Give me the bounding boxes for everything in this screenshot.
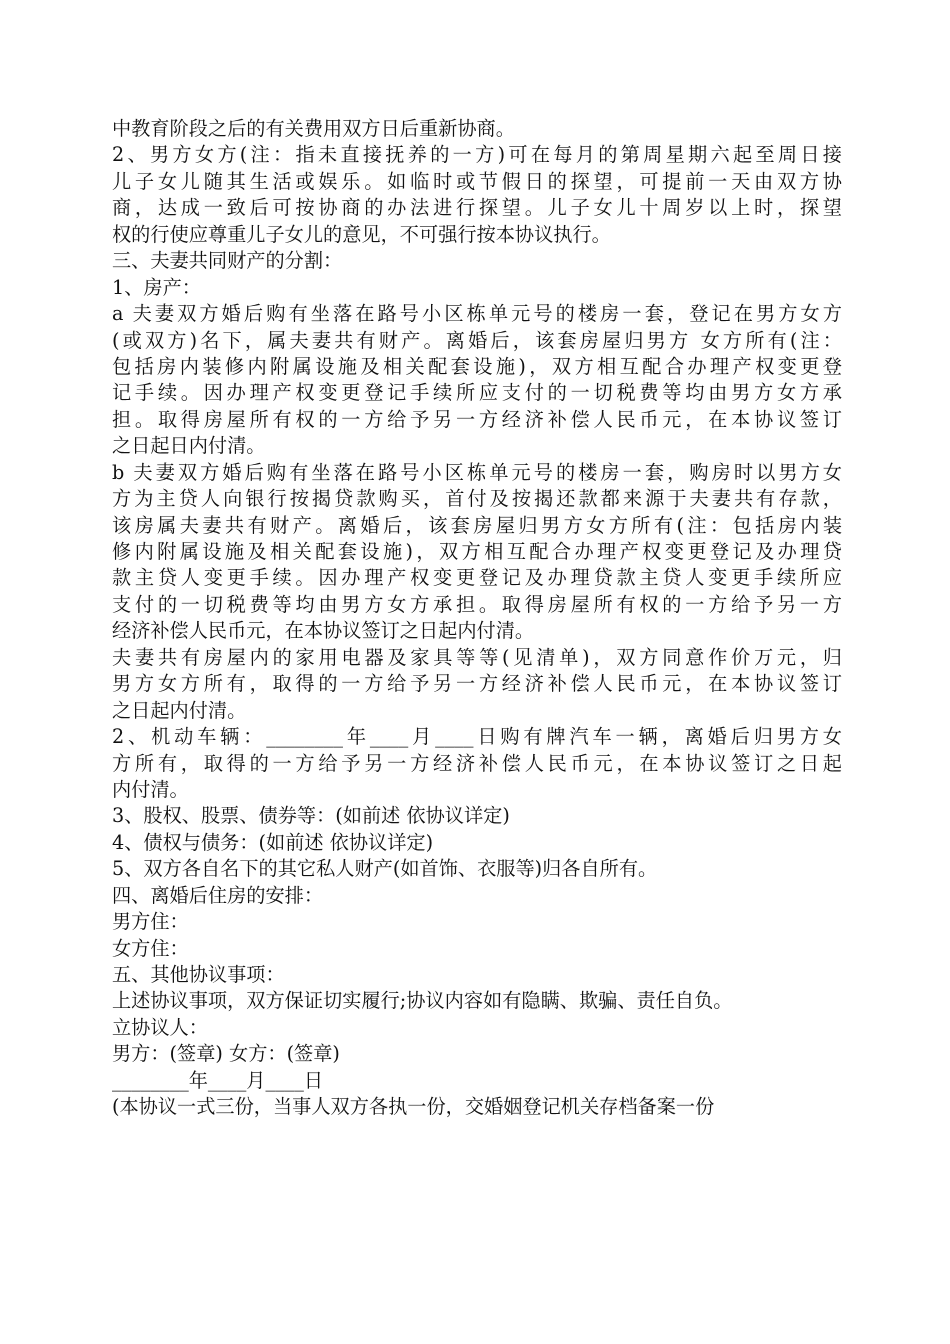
text-line: 5、双方各自名下的其它私人财产(如首饰、衣服等)归各自所有。 — [112, 857, 658, 881]
text-line: a 夫妻双方婚后购有坐落在路号小区栋单元号的楼房一套，登记在男方女方 — [112, 302, 842, 326]
text-line: 支付的一切税费等均由男方女方承担。取得房屋所有权的一方给予另一方 — [112, 592, 842, 616]
text-line: 修内附属设施及相关配套设施)，双方相互配合办理产权变更登记及办理贷 — [112, 540, 842, 563]
document-body — [112, 116, 842, 1121]
text-line: 之日起日内付清。 — [112, 434, 266, 458]
text-line: 方为主贷人向银行按揭贷款购买，首付及按揭还款都来源于夫妻共有存款， — [112, 487, 842, 511]
text-line: 2、男方女方(注：指未直接抚养的一方)可在每月的第周星期六起至周日接 — [112, 143, 842, 167]
text-line: 之日起内付清。 — [112, 698, 247, 722]
text-line: 记手续。因办理产权变更登记手续所应支付的一切税费等均由男方女方承 — [112, 381, 842, 405]
date-line: ________年____月____日 — [112, 1068, 324, 1092]
text-line: (或双方)名下，属夫妻共有财产。离婚后，该套房屋归男方 女方所有(注： — [112, 328, 842, 352]
text-line: 内付清。 — [112, 777, 189, 801]
text-line: 3、股权、股票、债券等：(如前述 依协议详定) — [112, 804, 510, 828]
text-line: 方所有，取得的一方给予另一方经济补偿人民币元，在本协议签订之日起 — [112, 751, 842, 775]
signature-line: 男方：(签章) 女方：(签章) — [112, 1042, 340, 1066]
text-line: 立协议人： — [112, 1015, 208, 1039]
section-heading: 四、离婚后住房的安排： — [112, 883, 324, 907]
text-line: 男方住： — [112, 910, 189, 934]
text-line: 担。取得房屋所有权的一方给予另一方经济补偿人民币元，在本协议签订 — [112, 407, 842, 431]
text-line: 儿子女儿随其生活或娱乐。如临时或节假日的探望，可提前一天由双方协 — [112, 169, 842, 193]
text-line: 4、债权与债务：(如前述 依协议详定) — [112, 830, 434, 854]
text-line: 商，达成一致后可按协商的办法进行探望。儿子女儿十周岁以上时，探望 — [112, 196, 842, 220]
text-line: 1、房产： — [112, 275, 201, 299]
text-line: 2、机动车辆：________年____月____日购有牌汽车一辆，离婚后归男方女 — [112, 725, 842, 749]
text-line: 中教育阶段之后的有关费用双方日后重新协商。 — [112, 117, 515, 140]
text-line: 女方住： — [112, 936, 189, 960]
text-line: 经济补偿人民币元，在本协议签订之日起内付清。 — [112, 619, 535, 643]
text-line: 权的行使应尊重儿子女儿的意见，不可强行按本协议执行。 — [112, 222, 611, 246]
text-line: (本协议一式三份，当事人双方各执一份，交婚姻登记机关存档备案一份 — [112, 1095, 715, 1119]
text-line: 包括房内装修内附属设施及相关配套设施)，双方相互配合办理产权变更登 — [112, 354, 842, 378]
text-line: 该房属夫妻共有财产。离婚后，该套房屋归男方女方所有(注：包括房内装 — [112, 513, 842, 537]
section-heading: 五、其他协议事项： — [112, 963, 285, 986]
text-line: 上述协议事项，双方保证切实履行;协议内容如有隐瞒、欺骗、责任自负。 — [112, 989, 733, 1013]
text-line: 款主贷人变更手续。因办理产权变更登记及办理贷款主贷人变更手续所应 — [112, 566, 842, 590]
text-line: 夫妻共有房屋内的家用电器及家具等等(见清单)，双方同意作价万元，归 — [112, 645, 842, 669]
text-line: b 夫妻双方婚后购有坐落在路号小区栋单元号的楼房一套，购房时以男方女 — [112, 460, 842, 484]
section-heading: 三、夫妻共同财产的分割： — [112, 249, 343, 273]
text-line: 男方女方所有，取得的一方给予另一方经济补偿人民币元，在本协议签订 — [112, 672, 842, 696]
